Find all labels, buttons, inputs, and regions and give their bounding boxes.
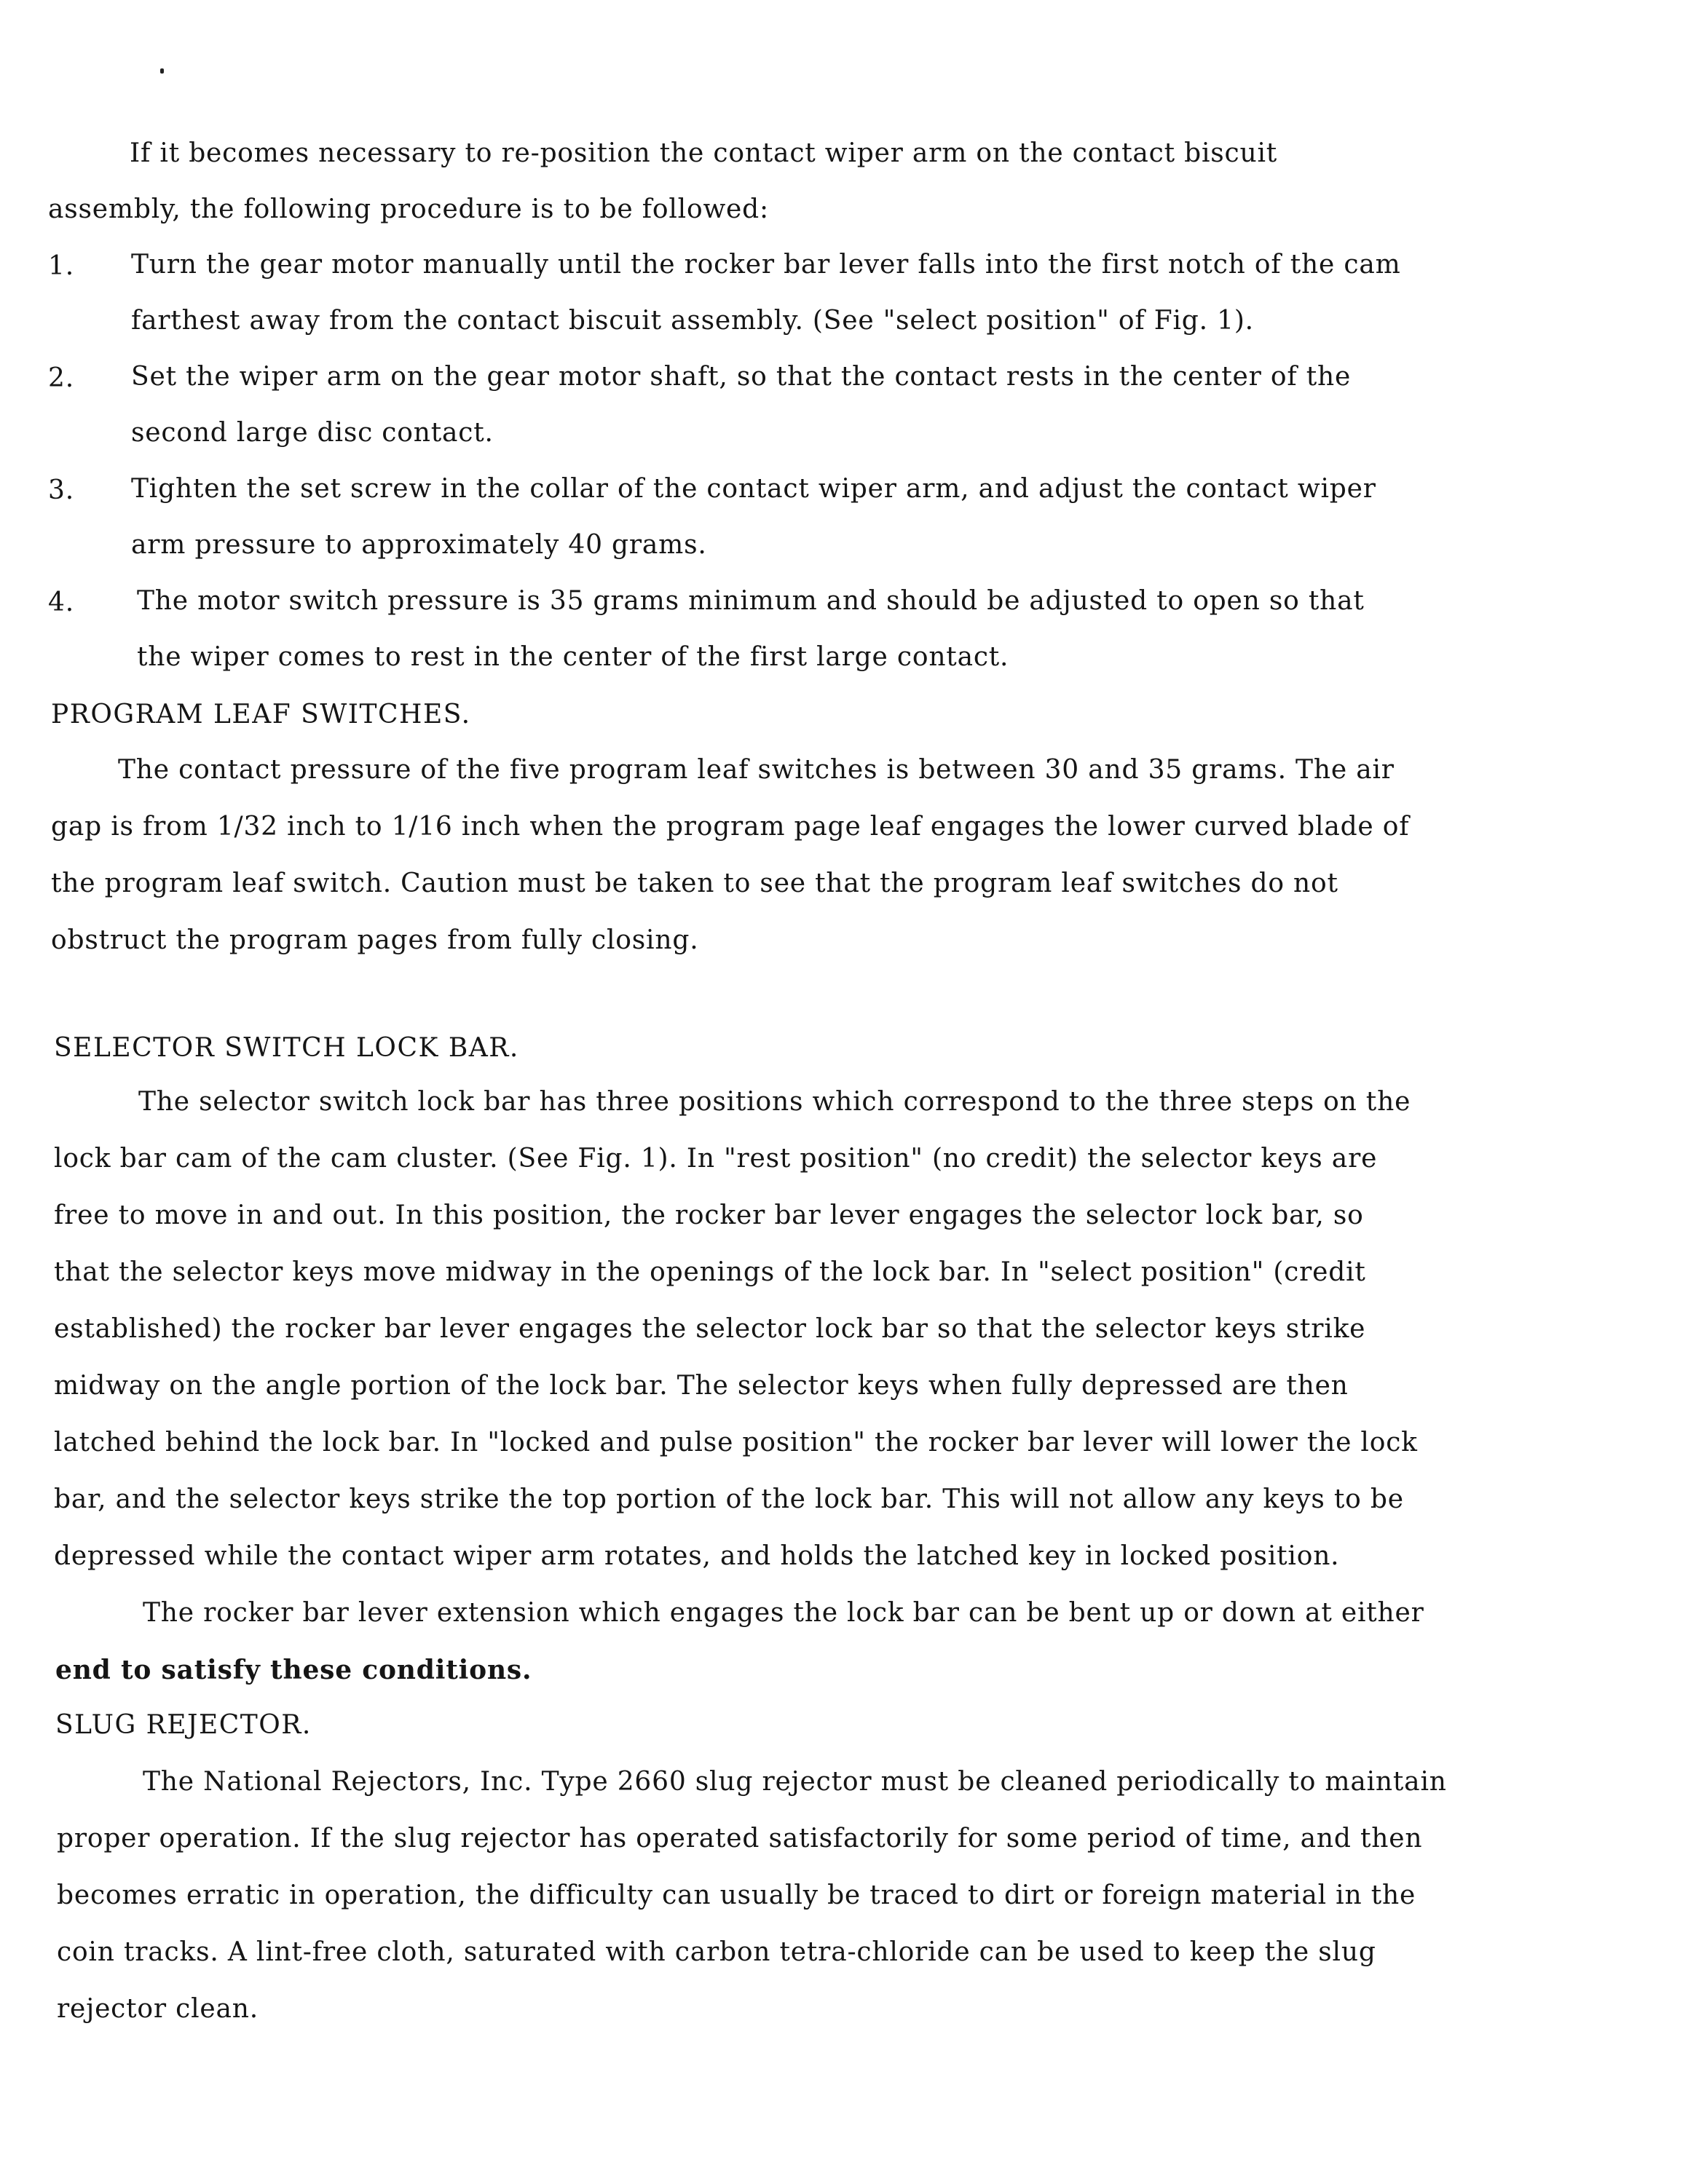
text-line: bar, and the selector keys strike the top portion of the lock bar. This will not allow any keys to be bbox=[54, 1484, 1404, 1514]
text-line: The National Rejectors, Inc. Type 2660 slug rejector must be cleaned periodically to maintain bbox=[143, 1767, 1447, 1797]
text-line: gap is from 1/32 inch to 1/16 inch when the program page leaf engages the lower curved blade of bbox=[51, 812, 1410, 842]
text-line: latched behind the lock bar. In "locked and pulse position" the rocker bar lever will lower the lock bbox=[54, 1428, 1418, 1457]
section-heading: SLUG REJECTOR. bbox=[55, 1710, 312, 1740]
text-line: assembly, the following procedure is to be followed: bbox=[48, 194, 769, 224]
step-number: 2. bbox=[48, 363, 74, 393]
step-number: 3. bbox=[48, 475, 74, 505]
text-line: becomes erratic in operation, the difficulty can usually be traced to dirt or foreign material in the bbox=[57, 1880, 1416, 1910]
text-line: free to move in and out. In this position, the rocker bar lever engages the selector lock bar, so bbox=[54, 1200, 1364, 1230]
step-text-line: second large disc contact. bbox=[131, 418, 494, 448]
text-line: If it becomes necessary to re-position the contact wiper arm on the contact biscuit bbox=[130, 138, 1278, 168]
text-line: the program leaf switch. Caution must be taken to see that the program leaf switches do not bbox=[51, 869, 1338, 898]
text-line: The selector switch lock bar has three positions which correspond to the three steps on the bbox=[138, 1087, 1411, 1117]
text-line: end to satisfy these conditions. bbox=[55, 1655, 532, 1685]
text-line: midway on the angle portion of the lock bar. The selector keys when fully depressed are then bbox=[54, 1371, 1349, 1401]
step-text-line: arm pressure to approximately 40 grams. bbox=[131, 530, 707, 560]
step-text-line: Tighten the set screw in the collar of the contact wiper arm, and adjust the contact wiper bbox=[131, 474, 1376, 504]
text-line: The contact pressure of the five program leaf switches is between 30 and 35 grams. The air bbox=[118, 755, 1395, 785]
step-text-line: farthest away from the contact biscuit assembly. (See "select position" of Fig. 1). bbox=[131, 306, 1254, 336]
text-line: lock bar cam of the cam cluster. (See Fig. 1). In "rest position" (no credit) the selector keys are bbox=[54, 1144, 1378, 1174]
text-line: rejector clean. bbox=[57, 1994, 259, 2024]
step-text-line: The motor switch pressure is 35 grams minimum and should be adjusted to open so that bbox=[137, 586, 1365, 616]
step-text-line: Turn the gear motor manually until the rocker bar lever falls into the first notch of the cam bbox=[131, 250, 1401, 280]
text-line: obstruct the program pages from fully closing. bbox=[51, 925, 699, 955]
step-text-line: Set the wiper arm on the gear motor shaft, so that the contact rests in the center of the bbox=[131, 362, 1352, 392]
text-line: proper operation. If the slug rejector has operated satisfactorily for some period of time, and then bbox=[57, 1824, 1423, 1853]
text-line: depressed while the contact wiper arm rotates, and holds the latched key in locked position. bbox=[54, 1541, 1340, 1571]
text-line: The rocker bar lever extension which engages the lock bar can be bent up or down at either bbox=[143, 1598, 1424, 1628]
step-number: 4. bbox=[48, 587, 74, 617]
text-line: established) the rocker bar lever engages the selector lock bar so that the selector keys strike bbox=[54, 1314, 1366, 1344]
step-number: 1. bbox=[48, 251, 74, 281]
section-heading: SELECTOR SWITCH LOCK BAR. bbox=[54, 1033, 519, 1063]
text-line: that the selector keys move midway in the openings of the lock bar. In "select position" (credit bbox=[54, 1257, 1366, 1287]
text-line: coin tracks. A lint-free cloth, saturated with carbon tetra-chloride can be used to keep the slug bbox=[57, 1937, 1376, 1967]
step-text-line: the wiper comes to rest in the center of the first large contact. bbox=[137, 642, 1009, 672]
section-heading: PROGRAM LEAF SWITCHES. bbox=[51, 700, 471, 729]
